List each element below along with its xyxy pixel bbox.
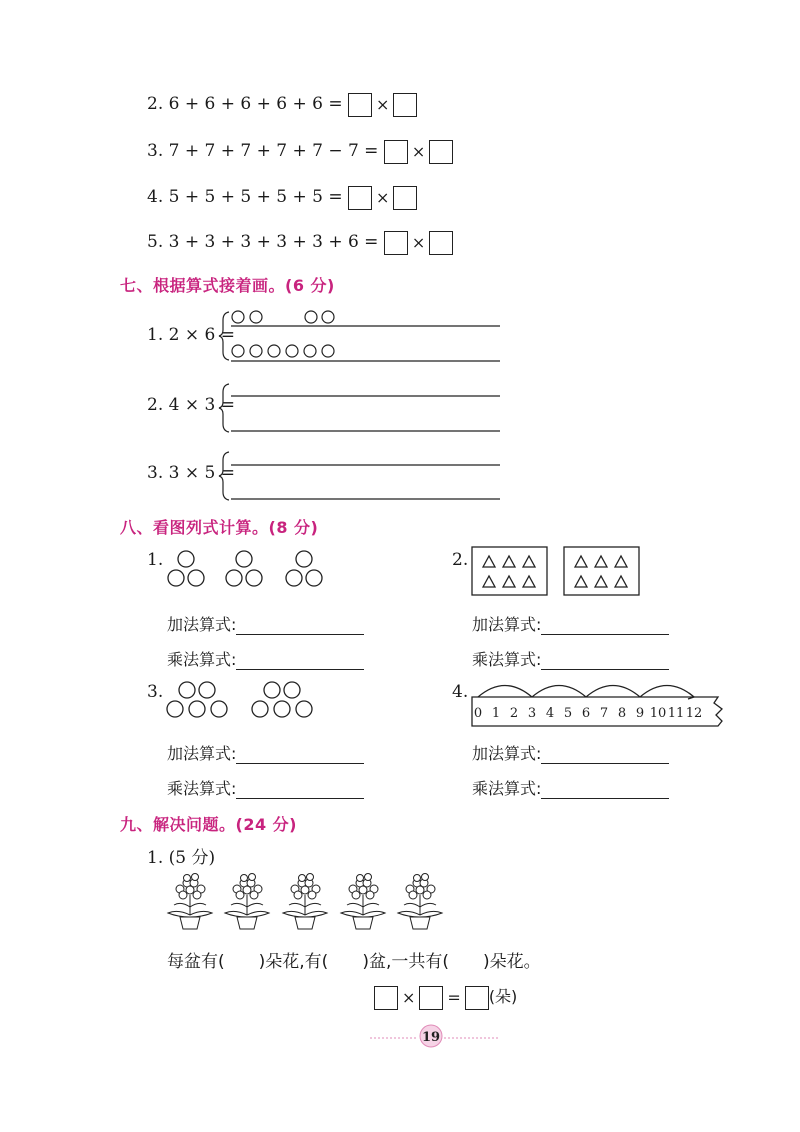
equals-sign: =: [447, 987, 461, 1007]
multiplication-label: 乘法算式:: [167, 779, 237, 798]
sentence-part: )盆,一共有(: [362, 952, 449, 972]
tick-label: 5: [563, 706, 573, 721]
section-heading: 九、解决问题。(24 分): [120, 815, 297, 834]
question-number: 1.: [147, 550, 164, 570]
question-number: 3.: [147, 682, 164, 702]
equation-expression: 5. 3 + 3 + 3 + 3 + 3 + 6 =: [147, 232, 379, 252]
tick-label: 2: [509, 706, 519, 721]
unit-label: (朵): [488, 987, 518, 1006]
addition-label: 加法算式:: [167, 744, 237, 763]
equation-expression: 4. 5 + 5 + 5 + 5 + 5 =: [147, 187, 343, 207]
times-sign: ×: [411, 232, 426, 252]
multiplication-label: 乘法算式:: [472, 779, 542, 798]
tick-label: 1: [491, 706, 501, 721]
tick-label: 8: [617, 706, 627, 721]
draw-expression: 1. 2 × 6 =: [147, 325, 235, 345]
sentence-part: )朵花,有(: [258, 952, 329, 972]
tick-label: 11: [667, 706, 685, 721]
addition-label: 加法算式:: [472, 615, 542, 634]
multiplication-label: 乘法算式:: [167, 650, 237, 669]
tick-label: 12: [685, 706, 703, 721]
question-number: 2.: [452, 550, 469, 570]
multiplication-label: 乘法算式:: [472, 650, 542, 669]
times-sign: ×: [375, 187, 390, 207]
tick-label: 4: [545, 706, 555, 721]
page-number: 19: [421, 1030, 441, 1045]
question-number: 4.: [452, 682, 469, 702]
section-heading: 七、根据算式接着画。(6 分): [120, 276, 335, 295]
section-heading: 八、看图列式计算。(8 分): [120, 518, 319, 537]
draw-expression: 2. 4 × 3 =: [147, 395, 235, 415]
tick-label: 3: [527, 706, 537, 721]
draw-expression: 3. 3 × 5 =: [147, 463, 235, 483]
times-sign: ×: [375, 94, 390, 114]
times-sign: ×: [402, 987, 416, 1007]
addition-label: 加法算式:: [167, 615, 237, 634]
addition-label: 加法算式:: [472, 744, 542, 763]
tick-label: 0: [473, 706, 483, 721]
tick-label: 9: [635, 706, 645, 721]
times-sign: ×: [411, 141, 426, 161]
equation-expression: 3. 7 + 7 + 7 + 7 + 7 − 7 =: [147, 141, 379, 161]
tick-label: 7: [599, 706, 609, 721]
tick-label: 6: [581, 706, 591, 721]
sentence-part: )朵花。: [482, 952, 541, 972]
question-title: 1. (5 分): [147, 848, 216, 868]
tick-label: 10: [649, 706, 667, 721]
equation-expression: 2. 6 + 6 + 6 + 6 + 6 =: [147, 94, 343, 114]
sentence-part: 每盆有(: [167, 952, 225, 972]
